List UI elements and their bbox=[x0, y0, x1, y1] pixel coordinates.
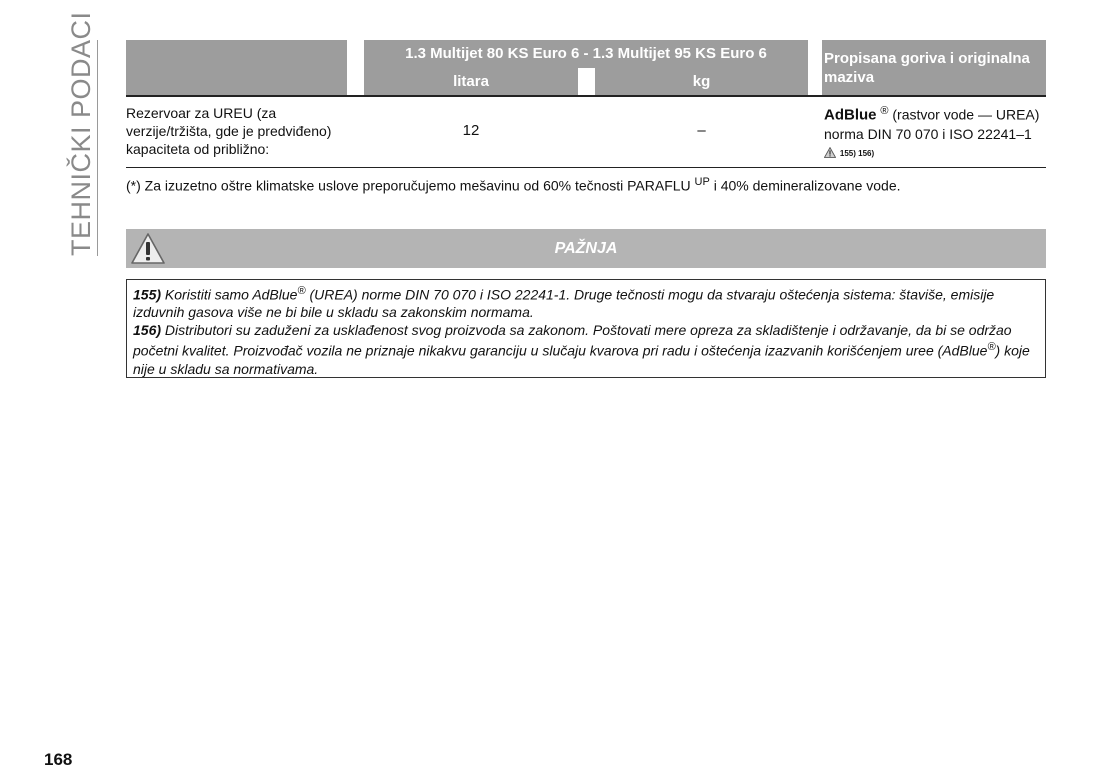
warning-item-number: 156) bbox=[133, 321, 162, 338]
header-fuel-lubricants: Propisana goriva i originalna maziva bbox=[822, 40, 1046, 96]
registered-mark: ® bbox=[987, 341, 996, 354]
warning-item bbox=[133, 322, 1039, 378]
warning-item-text-end: ) koje nije u skladu sa normativama. bbox=[133, 343, 1030, 377]
footnote bbox=[126, 176, 1046, 194]
header-blank-cell bbox=[126, 40, 347, 96]
row-description: Rezervoar za UREU (za verzije/tržišta, gde je predviđeno) kapaciteta od približno: bbox=[126, 105, 332, 157]
section-title: TEHNIČKI PODACI bbox=[66, 11, 96, 256]
row-fuel-spec bbox=[824, 102, 1050, 163]
warning-box bbox=[126, 279, 1046, 378]
section-divider bbox=[97, 40, 98, 256]
footnote-text-end: i 40% demineralizovane vode. bbox=[713, 177, 901, 194]
table-bottom-rule bbox=[126, 167, 1046, 168]
warning-item-text-end: (UREA) norme DIN 70 070 i ISO 22241-1. Druge tečnosti mogu da stvaraju oštećenja sistema: štaviše, emisije izduvnih gasova više ne bi bile u skladu sa zakonskim normama. bbox=[133, 286, 995, 321]
header-kg: kg bbox=[595, 68, 808, 96]
footnote-superscript: UP bbox=[694, 176, 710, 188]
header-engine-model: 1.3 Multijet 80 KS Euro 6 - 1.3 Multijet 95 KS Euro 6 bbox=[364, 40, 808, 68]
fuel-name: AdBlue bbox=[824, 106, 877, 124]
row-kg-value: – bbox=[697, 122, 706, 139]
page-number: 168 bbox=[44, 750, 73, 769]
warning-title: PAŽNJA bbox=[554, 240, 618, 257]
warning-item bbox=[133, 283, 1039, 322]
header-litara: litara bbox=[364, 68, 578, 96]
footnote-text: (*) Za izuzetno oštre klimatske uslove preporučujemo mešavinu od 60% tečnosti PARAFLU bbox=[126, 177, 691, 194]
warning-triangle-icon bbox=[824, 147, 836, 158]
fuel-detail: (rastvor vode — UREA) norma DIN 70 070 i ISO 22241–1 bbox=[824, 106, 1040, 142]
warning-item-text: Distributori su zaduženi za usklađenost svog proizvoda sa zakonom. Poštovati mere opreza za skladištenje i održavanje, da bi se održao početni kvalitet. Proizvođač vozila ne priznaje nikakvu garanciju u slučaju kvarova pri radu i oštećenja izazvanih korišćenjem uree (AdBlue bbox=[133, 321, 1012, 360]
registered-mark: ® bbox=[297, 285, 306, 297]
warning-item-number: 155) bbox=[133, 286, 162, 303]
warning-item-text: Koristiti samo AdBlue bbox=[164, 286, 298, 303]
header-rule bbox=[126, 95, 1046, 97]
warning-references: 155) 156) bbox=[839, 148, 875, 158]
fuel-registered-mark: ® bbox=[880, 105, 889, 117]
row-litara-value: 12 bbox=[462, 122, 480, 139]
